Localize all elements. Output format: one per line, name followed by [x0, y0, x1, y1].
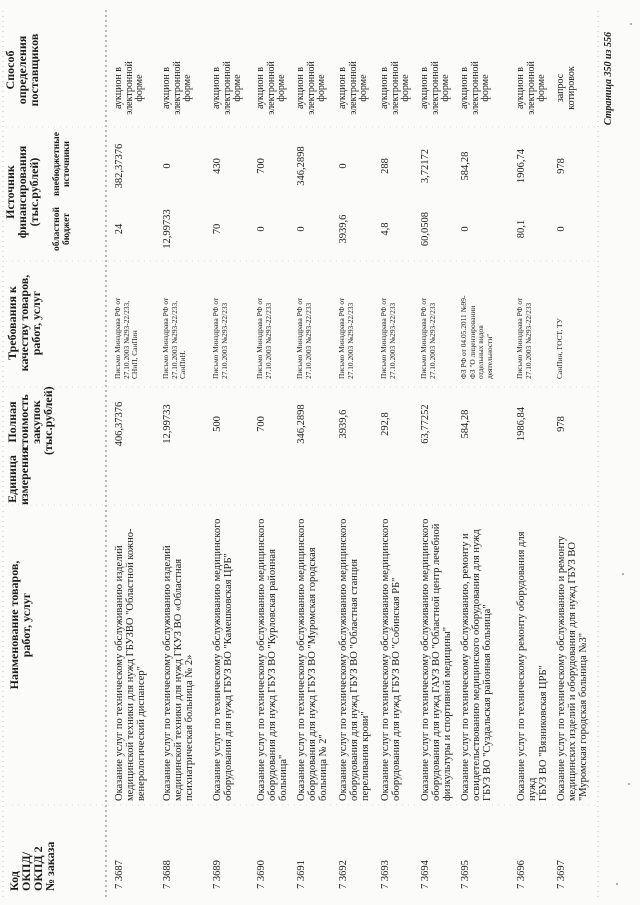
- row-external-sources: 430: [212, 158, 223, 174]
- row-name-line: медицинской техники для нужд ГБУЗВО "Областной кожно-: [125, 528, 136, 801]
- header-code-line: ОКПД/: [19, 852, 33, 891]
- row-method-line: аукцион в: [295, 66, 306, 110]
- row-req-line: 27.10.2003 №293-22/233: [523, 302, 533, 379]
- row-method: [460, 55, 492, 121]
- row-requirements: [380, 263, 397, 379]
- row-price: 346,2898: [296, 404, 307, 444]
- row-external-sources: 3,72172: [420, 148, 431, 184]
- row-method-line: форме: [232, 74, 243, 102]
- row-name-line: больница": [278, 754, 289, 801]
- header-regional: [52, 199, 72, 259]
- row-req-line: 27.10.2003 №293-22/233: [427, 302, 437, 379]
- row-method-line: форме: [400, 74, 411, 102]
- header-funding-line: Источник: [3, 165, 17, 219]
- row-regional-budget: 3939,6: [338, 214, 349, 244]
- header-unit-line: Единица: [5, 455, 19, 503]
- header-name-line: работ, услуг: [19, 592, 33, 658]
- row-price: 406,37376: [114, 401, 125, 447]
- row-regional-budget: 0: [556, 226, 567, 232]
- row-req-line: Письмо Минздрава РФ от: [211, 297, 220, 379]
- row-name-line: Оказание услуг по техническому ремонту оборудования для нужд: [516, 531, 538, 801]
- header-req-line: Требования к: [5, 286, 19, 360]
- row-req-line: Письмо Минздрава РФ от: [161, 297, 170, 379]
- row-method: [380, 55, 412, 121]
- row-external-sources: 1906,74: [516, 148, 527, 184]
- row-method: [516, 55, 548, 121]
- row-req-line: СанПин, ГОСТ, ТУ: [555, 318, 564, 379]
- header-funding-line: финансирования: [15, 145, 29, 239]
- row-name: [212, 509, 234, 801]
- row-name-line: оборудования для нужд ГБУЗ ВО "Камешковская ЦРБ": [223, 553, 234, 801]
- row-price: 1986,84: [516, 406, 527, 442]
- row-req-line: 27.10.2003 №293-22/233: [219, 302, 229, 379]
- row-regional-budget: 0: [296, 226, 307, 232]
- header-unit: [5, 447, 31, 505]
- row-requirements: [114, 263, 140, 379]
- row-req-line: отдельных видов: [476, 325, 486, 379]
- header-code-line: ОКПД 2: [31, 846, 45, 891]
- header-code-line: № заказа: [43, 841, 57, 891]
- row-method: [212, 55, 244, 121]
- row-regional-budget: 0: [460, 226, 471, 232]
- row-name-line: оборудования для нужд ГАУЗ ВО "Областной центр лечебной: [431, 523, 442, 801]
- header-code: [8, 807, 56, 891]
- row-name-line: переливания крови": [360, 711, 371, 801]
- row-name-line: освидетельствованию медицинского оборудования для нужд: [471, 529, 482, 801]
- row-method-line: форме: [134, 74, 145, 102]
- row-method-line: котировок: [565, 66, 577, 110]
- row-req-line: СНиП, СанПин: [130, 330, 140, 379]
- row-method-line: аукцион в: [161, 66, 172, 110]
- row-req-line: СанПиН.: [178, 350, 188, 379]
- row-code: 7 3691: [296, 860, 307, 889]
- row-name-line: оборудования для нужд ГБУЗ ВО "Областная станция: [349, 559, 360, 801]
- row-method-line: электронной: [429, 61, 441, 115]
- row-name: [114, 509, 147, 801]
- row-method-line: аукцион в: [113, 66, 124, 110]
- row-name-line: Оказание услуг по техническому обслуживанию и ремонту: [556, 536, 567, 801]
- header-code-line: Код: [7, 871, 21, 891]
- header-name-line: Наименование товаров,: [7, 560, 21, 690]
- row-req-line: Письмо Минздрава РФ от: [515, 297, 524, 379]
- row-method-line: аукцион в: [515, 66, 526, 110]
- row-name-line: венерологический диспансер": [136, 666, 147, 801]
- row-req-line: 27.10.2003 №293-22/233,: [169, 300, 179, 379]
- row-method-line: форме: [316, 74, 327, 102]
- row-regional-budget: 60,0508: [420, 211, 431, 247]
- header-method: [4, 15, 40, 125]
- row-req-line: Письмо Минздрава РФ от: [255, 297, 264, 379]
- row-regional-budget: 70: [212, 223, 223, 235]
- row-price: 3939,6: [338, 409, 349, 439]
- row-code: 7 3688: [162, 860, 173, 889]
- row-external-sources: 382,37376: [114, 143, 125, 189]
- row-method-line: аукцион в: [459, 66, 470, 110]
- row-method-line: электронной: [389, 61, 401, 115]
- row-name-line: Оказание услуг по техническому обслуживанию медицинского: [296, 518, 307, 801]
- row-method-line: электронной: [305, 61, 317, 115]
- row-method-line: форме: [276, 74, 287, 102]
- row-method-line: форме: [440, 74, 451, 102]
- row-name-line: "Муромская городская больница №3": [578, 632, 589, 801]
- row-name-line: оборудования для нужд ГБУЗ ВО "Муромская городская: [307, 547, 318, 801]
- row-req-line: 27.10.2003 №293-22/233: [303, 302, 313, 379]
- row-name-line: Оказание услуг по техническому обслуживанию медицинского: [212, 518, 223, 801]
- header-requirements: [6, 265, 42, 381]
- row-external-sources: 0: [162, 163, 173, 169]
- row-name-line: психиатрическая больница № 2»: [184, 654, 195, 801]
- row-name: [256, 509, 289, 801]
- header-method-line: Способ: [3, 50, 17, 90]
- row-req-line: 27.10.2003 №293-22/233: [345, 302, 355, 379]
- header-unit-line: измерения: [17, 447, 31, 505]
- header-price-line: (тыс.рублей): [41, 386, 55, 455]
- row-external-sources: 978: [556, 158, 567, 174]
- row-external-sources: 0: [338, 163, 349, 169]
- row-name-line: Оказание услуг по техническому обслуживанию медицинского: [338, 518, 349, 801]
- row-code: 7 3692: [338, 860, 349, 889]
- scan-speck: [628, 783, 630, 785]
- row-price: 700: [256, 416, 267, 432]
- row-requirements: [460, 263, 494, 379]
- header-external: [52, 129, 72, 199]
- row-method: [420, 55, 452, 121]
- row-method-line: электронной: [171, 61, 183, 115]
- row-req-line: ФЗ "О лицензировании: [467, 305, 477, 379]
- row-price: 584,28: [460, 409, 471, 439]
- header-external-line: внебюджетные: [52, 132, 62, 196]
- row-requirements: [556, 263, 565, 379]
- row-req-line: 27.10.2003 №293-22/233,: [121, 300, 131, 379]
- row-regional-budget: 12,99733: [162, 209, 173, 249]
- row-price: 292,8: [380, 412, 391, 436]
- header-regional-line: областной: [52, 207, 62, 251]
- row-requirements: [296, 263, 313, 379]
- row-method: [162, 55, 194, 121]
- header-price-line: стоимость: [17, 394, 31, 450]
- row-external-sources: 584,28: [460, 151, 471, 181]
- row-price: 63,77252: [420, 404, 431, 444]
- row-name-line: Оказание услуг по техническому обслуживанию изделий: [162, 545, 173, 801]
- row-requirements: [420, 263, 437, 379]
- header-method-line: определения: [15, 35, 29, 105]
- row-method: [296, 55, 328, 121]
- header-regional-line: бюджет: [62, 213, 72, 245]
- row-name: [296, 509, 329, 801]
- row-name-line: медицинской техники для нужд ГКУЗ ВО «Областная: [173, 558, 184, 801]
- row-method-line: электронной: [221, 61, 233, 115]
- row-method-line: аукцион в: [337, 66, 348, 110]
- row-name: [338, 509, 371, 801]
- row-code: 7 3687: [114, 860, 125, 889]
- row-price: 500: [212, 416, 223, 432]
- row-code: 7 3690: [256, 860, 267, 889]
- row-name-line: ГБУЗ ВО "Суздальская районная больница": [482, 604, 493, 801]
- row-name-line: Оказание услуг по техническому обслуживанию, ремонту и: [460, 533, 471, 801]
- row-requirements: [212, 263, 229, 379]
- header-price: [5, 386, 55, 455]
- row-method-line: аукцион в: [379, 66, 390, 110]
- header-funding-line: (тыс.рублей): [27, 157, 41, 227]
- scan-speck: [616, 883, 618, 885]
- row-req-line: Письмо Минздрава РФ от: [113, 297, 122, 379]
- row-name: [460, 509, 493, 801]
- row-code: 7 3697: [556, 860, 567, 889]
- row-req-line: Письмо Минздрава РФ от: [419, 297, 428, 379]
- row-name-line: Оказание услуг по техническому обслуживанию изделий: [114, 545, 125, 801]
- row-name: [420, 509, 453, 801]
- row-code: 7 3689: [212, 860, 223, 889]
- header-name: [8, 525, 32, 725]
- row-method-line: форме: [480, 74, 491, 102]
- row-method-line: электронной: [525, 61, 537, 115]
- row-method-line: запрос: [555, 73, 566, 103]
- row-regional-budget: 4,8: [380, 222, 391, 236]
- row-method-line: форме: [536, 74, 547, 102]
- row-req-line: Письмо Минздрава РФ от: [337, 297, 346, 379]
- row-method-line: форме: [358, 74, 369, 102]
- row-requirements: [338, 263, 355, 379]
- row-name-line: ГБУЗ ВО "Вязниковская ЦРБ": [538, 665, 549, 801]
- page-number: Страница 350 из 556: [603, 32, 614, 126]
- row-req-line: ФЗ РФ от 04.05.2011 №99-: [459, 295, 468, 379]
- row-code: 7 3693: [380, 860, 391, 889]
- row-method-line: аукцион в: [255, 66, 266, 110]
- row-name-line: Оказание услуг по техническому обслуживанию медицинского: [380, 518, 391, 801]
- row-name-line: медицинских изделий и оборудования для нужд ГБУЗ ВО: [567, 542, 578, 801]
- row-name-line: физкультуры и спортивной медицины": [442, 626, 453, 801]
- row-name: [516, 509, 549, 801]
- row-name-line: Оказание услуг по техническому обслуживанию медицинского: [256, 518, 267, 801]
- row-requirements: [162, 263, 188, 379]
- row-req-line: 27.10.2003 №293-22/233: [263, 302, 273, 379]
- row-code: 7 3695: [460, 860, 471, 889]
- header-req-line: работ, услуг: [29, 290, 43, 356]
- row-external-sources: 700: [256, 158, 267, 174]
- header-price-line: закупок: [29, 400, 43, 444]
- row-req-line: Письмо Минздрава РФ от: [295, 297, 304, 379]
- row-req-line: деятельности": [484, 333, 494, 379]
- row-method-line: электронной: [347, 61, 359, 115]
- row-method-line: аукцион в: [211, 66, 222, 110]
- row-regional-budget: 0: [256, 226, 267, 232]
- row-method: [256, 55, 288, 121]
- row-external-sources: 288: [380, 158, 391, 174]
- row-name-line: больница № 2": [318, 734, 329, 801]
- row-external-sources: 346,2898: [296, 146, 307, 186]
- row-method-line: форме: [182, 74, 193, 102]
- row-method-line: электронной: [123, 61, 135, 115]
- row-requirements: [516, 263, 533, 379]
- row-name: [556, 509, 589, 801]
- header-funding: [4, 129, 40, 255]
- header-method-line: поставщиков: [27, 33, 41, 107]
- header-price-line: Полная: [5, 401, 19, 443]
- row-name-line: оборудования для нужд ГБУЗ ВО "Собинская РБ": [391, 577, 402, 801]
- row-regional-budget: 24: [114, 223, 125, 235]
- row-method: [338, 55, 370, 121]
- row-req-line: 27.10.2003 №293-22/233: [387, 302, 397, 379]
- row-req-line: Письмо Минздрава РФ от: [379, 297, 388, 379]
- row-name-line: Оказание услуг по техническому обслуживанию медицинского: [420, 518, 431, 801]
- row-code: 7 3696: [516, 860, 527, 889]
- row-name-line: оборудования для нужд ГБУЗ ВО "Курловская районная: [267, 549, 278, 801]
- scan-speck: [630, 23, 632, 25]
- row-method-line: электронной: [265, 61, 277, 115]
- row-method: [556, 55, 577, 121]
- header-external-line: источники: [62, 141, 72, 187]
- header-req-line: качеству товаров,: [17, 274, 31, 372]
- row-price: 12,99733: [162, 404, 173, 444]
- row-name: [380, 509, 402, 801]
- row-price: 978: [556, 416, 567, 432]
- scan-speck: [622, 573, 624, 575]
- row-method: [114, 55, 146, 121]
- row-name: [162, 509, 195, 801]
- row-method-line: аукцион в: [419, 66, 430, 110]
- row-requirements: [256, 263, 273, 379]
- row-regional-budget: 80,1: [516, 219, 527, 239]
- row-method-line: электронной: [469, 61, 481, 115]
- row-code: 7 3694: [420, 860, 431, 889]
